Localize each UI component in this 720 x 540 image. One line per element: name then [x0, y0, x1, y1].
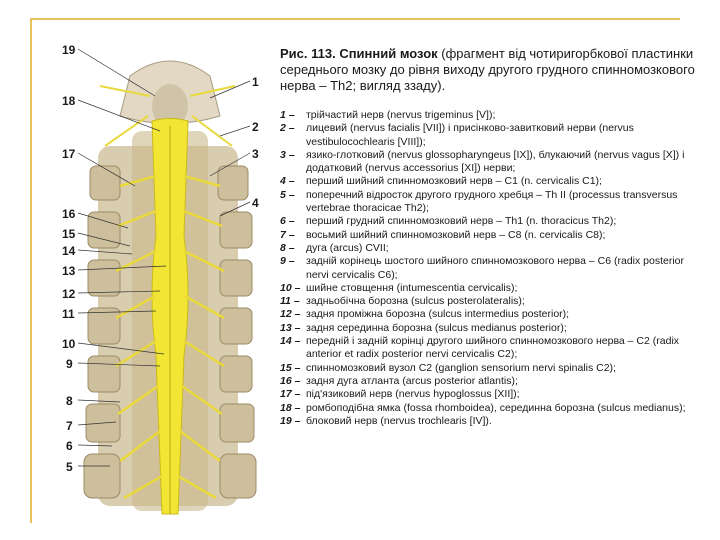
legend-item — [280, 295, 705, 308]
legend-item-text: ромбоподібна ямка (fossa rhomboidea), серединна борозна (sulcus medianus); — [306, 401, 686, 414]
label-16: 16 — [62, 207, 76, 221]
legend-item-number: 17 – — [280, 388, 301, 401]
legend-item-number: 13 – — [280, 321, 301, 334]
label-8: 8 — [66, 394, 73, 408]
spinal-cord-illustration — [60, 36, 265, 516]
legend-item-text: язико-глотковий (nervus glossopharyngeus [IX]), блукаючий (nervus vagus [X]) і додатковий (nervus accessorius [XI]) нерви; — [306, 148, 685, 175]
legend-item-text: перший грудний спинномозковий нерв – Th1 (n. thoracicus Th2); — [306, 215, 617, 228]
label-15: 15 — [62, 227, 76, 241]
legend-item-number: 16 – — [280, 374, 301, 387]
legend-item-number: 15 – — [280, 361, 301, 374]
legend-item-text: шийне стовщення (intumescentia cervicalis); — [306, 281, 518, 294]
legend-item — [280, 255, 705, 282]
figure-caption — [280, 46, 705, 94]
legend-item-text: трійчастий нерв (nervus trigeminus [V]); — [306, 109, 496, 121]
legend-item-text: під'язиковий нерв (nervus hypoglossus [XII]); — [306, 388, 520, 401]
legend-item-text: поперечний відросток другого грудного хребця – Th II (processus transversus vertebrae thoracicae Th2); — [306, 188, 678, 215]
legend-item-number: 3 – — [280, 148, 295, 161]
label-17: 17 — [62, 147, 76, 161]
legend-item-text: задня серединна борозна (sulcus medianus posterior); — [306, 321, 567, 334]
legend-item-number: 8 – — [280, 241, 295, 254]
label-4: 4 — [252, 196, 259, 210]
legend-item-number: 19 – — [280, 414, 301, 427]
label-1: 1 — [252, 75, 259, 89]
legend-item — [280, 322, 705, 335]
legend-item-number: 6 – — [280, 215, 295, 228]
legend-item-number: 12 – — [280, 308, 301, 321]
legend-item — [280, 122, 705, 149]
legend-item-text: задній корінець шостого шийного спинномозкового нерва – C6 (radix posterior nervi cervicalis C6); — [306, 255, 685, 281]
legend-list — [280, 109, 705, 428]
slide-frame-left — [30, 18, 32, 523]
label-11: 11 — [62, 307, 75, 321]
label-14: 14 — [62, 244, 76, 258]
legend-item-number: 10 – — [280, 281, 301, 294]
legend-item-text: спинномозковий вузол C2 (ganglion sensorium nervi spinalis C2); — [306, 361, 616, 374]
legend-item-text: задня дуга атланта (arcus posterior atlantis); — [306, 374, 518, 387]
legend-item-number: 4 – — [280, 175, 295, 188]
legend-item-text: передній і задній корінці другого шийного спинномозкового нерва – C2 (radix anterior et radix posterior nervi cervicalis C2); — [306, 335, 680, 361]
label-13: 13 — [62, 264, 76, 278]
label-12: 12 — [62, 287, 76, 301]
legend-item-text: лицевий (nervus facialis [VII]) і присінково-завитковий нерви (nervus vestibulocochlearis [VIII]); — [306, 122, 634, 148]
legend-item-number: 2 – — [280, 122, 295, 135]
legend-item-number: 11 – — [280, 295, 300, 308]
legend-item-text: восьмий шийний спинномозковий нерв – C8 (n. cervicalis C8); — [306, 228, 606, 241]
legend-item — [280, 242, 705, 255]
legend-item-text: дуга (arcus) CVII; — [306, 241, 389, 254]
legend-item-text: задньобічна борозна (sulcus posterolateralis); — [306, 295, 525, 308]
legend-item — [280, 189, 705, 216]
legend-item — [280, 335, 705, 362]
legend-item — [280, 362, 705, 375]
spinal-cord-figure — [60, 36, 265, 516]
legend-item-text: задня проміжна борозна (sulcus intermedius posterior); — [306, 308, 570, 321]
legend-item — [280, 415, 705, 428]
legend-item — [280, 308, 705, 321]
legend-item — [280, 388, 705, 401]
legend-item — [280, 402, 705, 415]
legend-item — [280, 282, 705, 295]
legend-item-number: 14 – — [280, 335, 301, 348]
legend-item — [280, 375, 705, 388]
legend-item — [280, 175, 705, 188]
label-2: 2 — [252, 120, 259, 134]
legend-item-text: блоковий нерв (nervus trochlearis [IV]). — [306, 414, 492, 427]
label-18: 18 — [62, 94, 76, 108]
label-10: 10 — [62, 337, 76, 351]
legend-item — [280, 109, 705, 122]
legend-item — [280, 229, 705, 242]
legend-item-text: перший шийний спинномозковий нерв – C1 (n. cervicalis C1); — [306, 175, 602, 188]
label-3: 3 — [252, 147, 259, 161]
legend-item-number: 18 – — [280, 401, 301, 414]
legend-item — [280, 215, 705, 228]
slide-frame-top — [30, 18, 680, 20]
legend-item — [280, 149, 705, 176]
legend-item-number: 7 – — [280, 228, 295, 241]
label-9: 9 — [66, 357, 73, 371]
label-6: 6 — [66, 439, 73, 453]
label-19: 19 — [62, 43, 76, 57]
caption-text: (фрагмент від чотиригорбкової пластинки середнього мозку до рівня виходу другого грудного спинномозкового нерва – Th2; вигляд ззаду). — [280, 46, 695, 93]
legend-item-number: 5 – — [280, 188, 295, 201]
legend-item-number: 9 – — [280, 255, 295, 268]
caption-title: Рис. 113. Спинний мозок — [280, 46, 438, 61]
label-7: 7 — [66, 419, 73, 433]
label-5: 5 — [66, 460, 73, 474]
legend-item-number: 1 – — [280, 109, 295, 121]
